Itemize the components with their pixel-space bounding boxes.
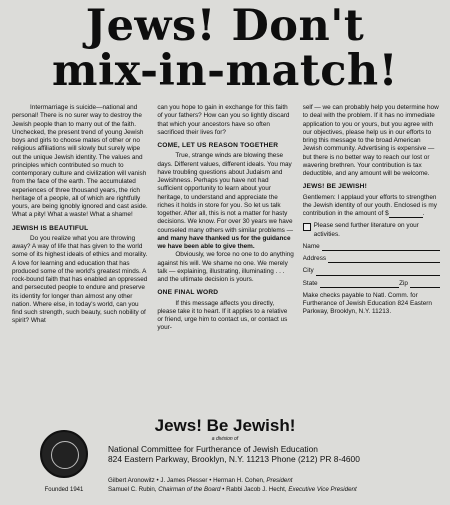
column-2 <box>157 104 294 404</box>
force-no-one-paragraph: Obviously, we force no one to do anything against his will. We shame no one. We merely talk — explaining, illustrating, illuminating . . . and the ultimate decision is yours. <box>157 251 294 283</box>
name-field[interactable] <box>303 243 440 251</box>
headline <box>12 1 438 96</box>
checks-note: Make checks payable to Natl. Comm. for Furtherance of Jewish Education 824 Eastern Parkway, Brooklyn, N.Y. 11213. <box>302 291 432 316</box>
name-field-line[interactable] <box>322 243 440 251</box>
literature-checkbox[interactable] <box>303 223 311 231</box>
headline-line-1: Jews! Don't <box>85 1 365 51</box>
state-field-label: State <box>302 279 318 287</box>
name-field-label: Name <box>302 242 320 250</box>
address-field-line[interactable] <box>328 255 440 263</box>
officers-name-2a: Samuel C. Rubin, <box>108 486 157 493</box>
organization-block <box>108 444 438 464</box>
officers-title-2a: Chairman of the Board <box>156 486 221 493</box>
continued-paragraph: can you hope to gain in exchange for this faith of your fathers? How can you so lightly discard that which your ancestors have so often sacrificed their lives for? <box>157 104 290 136</box>
city-field-label: City <box>302 267 314 275</box>
intro-paragraph: Intermarriage is suicide—national and personal! There is no surer way to destroy the Jewish people than to marry out of the faith. Unchecked, the present trend of young Jewish boys and girls to choose mates of other or no religious affiliations will slowly but surely wipe out the unique Jewish identity. The values and principles which contributed so much to contemporary culture and civilization will vanish from the face of the earth. The accumulated experiences of three thousand years, the rich heritage of a people, all of which are rightfully yours, are being ignobly ignored and cast aside. What a pity! What a waste! What a shame! <box>12 104 148 219</box>
column-1 <box>12 104 149 404</box>
jewish-is-beautiful-paragraph: Do you realize what you are throwing away? A way of life that has given to the world some of its highest ideals of ethics and morality. A love for learning and education that has produced some of the world's greatest minds. A rock-bound faith that has enabled an oppressed and persecuted people to endure and preserve its identity for longer than almost any other nation. Where else, in today's world, can you find such strength, such beauty, such nobility of spirit? What <box>12 234 148 325</box>
state-zip-field[interactable] <box>303 280 440 288</box>
section-heading-final-word: ONE FINAL WORD <box>157 289 219 297</box>
literature-checkbox-label: Please send further literature on your activities. <box>313 222 419 238</box>
literature-checkbox-row[interactable] <box>303 222 440 239</box>
address-field-label: Address <box>302 255 327 262</box>
officers-title-2b: Executive Vice President <box>286 486 357 493</box>
officers-line-2 <box>108 485 443 494</box>
officers-names-1: Gilbert Aronowitz • J. James Plesser • Herman H. Cohen, <box>108 477 265 484</box>
officers-block <box>108 476 443 494</box>
officers-line-1 <box>108 476 443 485</box>
footer-slogan: Jews! Be Jewish! <box>154 416 296 435</box>
coupon-heading: JEWS! BE JEWISH! <box>302 183 368 191</box>
zip-field-line[interactable] <box>410 280 440 288</box>
section-heading-jewish-is-beautiful: JEWISH IS BEAUTIFUL <box>12 224 89 232</box>
founded-year: Founded 1941 <box>44 487 84 493</box>
amount-field[interactable] <box>389 211 423 218</box>
column-3 <box>303 104 440 404</box>
coupon-text <box>303 194 440 219</box>
continued-paragraph-2: self — we can probably help you determine how to deal with the problem. If it has no immediate application to you or yours, but you agree with our objectives, please help us in our efforts to bring this message to the broad American Jewish community. Advertising is expensive — but there is no better way to reach our lost or wavering brethren. Your contribution is tax deductible, and any amount will be welcome. <box>302 104 439 177</box>
officers-title-1: President <box>264 477 293 484</box>
city-field[interactable] <box>303 267 440 275</box>
coupon-text-end: . <box>422 210 425 217</box>
coupon-text-body: Gentlemen: I applaud your efforts to strengthen the Jewish identity of our youth. Enclosed is my contribution in the amount of $ <box>302 193 437 217</box>
address-field[interactable] <box>303 255 440 263</box>
headline-line-2: mix-in-match! <box>51 46 399 96</box>
organization-seal-icon <box>40 430 88 478</box>
state-field-line[interactable] <box>320 280 400 288</box>
final-word-paragraph: If this message affects you directly, please take it to heart. If it applies to a relative or friend, urge him to contact us, or contact us your- <box>157 299 288 332</box>
reason-together-text: True, strange winds are blowing these days. Different values, different ideals. You may have troubling questions about Judaism and Jewishness. Perhaps you have not had sufficient opportunity to learn about your heritage, to understand and appreciate the riches it holds in store for you. So let us talk together. After all, this is not a matter for hasty decisions. We know. For over 30 years we have counseled many others with similar problems — <box>157 152 294 234</box>
division-note: a division of <box>211 436 239 442</box>
organization-name: National Committee for Furtherance of Jewish Education <box>108 444 318 454</box>
footer <box>0 410 450 505</box>
city-field-line[interactable] <box>316 268 440 276</box>
reason-together-bold-text: and many have thanked us for the guidance we have been able to give them. <box>157 234 291 250</box>
officers-name-2b: • Rabbi Jacob J. Hecht, <box>220 486 287 493</box>
reason-together-paragraph <box>157 152 294 251</box>
section-heading-reason-together: COME, LET US REASON TOGETHER <box>157 142 279 149</box>
body-columns <box>12 104 440 404</box>
organization-address: 824 Eastern Parkway, Brooklyn, N.Y. 11213 Phone (212) PR 8-4600 <box>108 454 360 464</box>
zip-field-label: Zip <box>399 279 408 287</box>
